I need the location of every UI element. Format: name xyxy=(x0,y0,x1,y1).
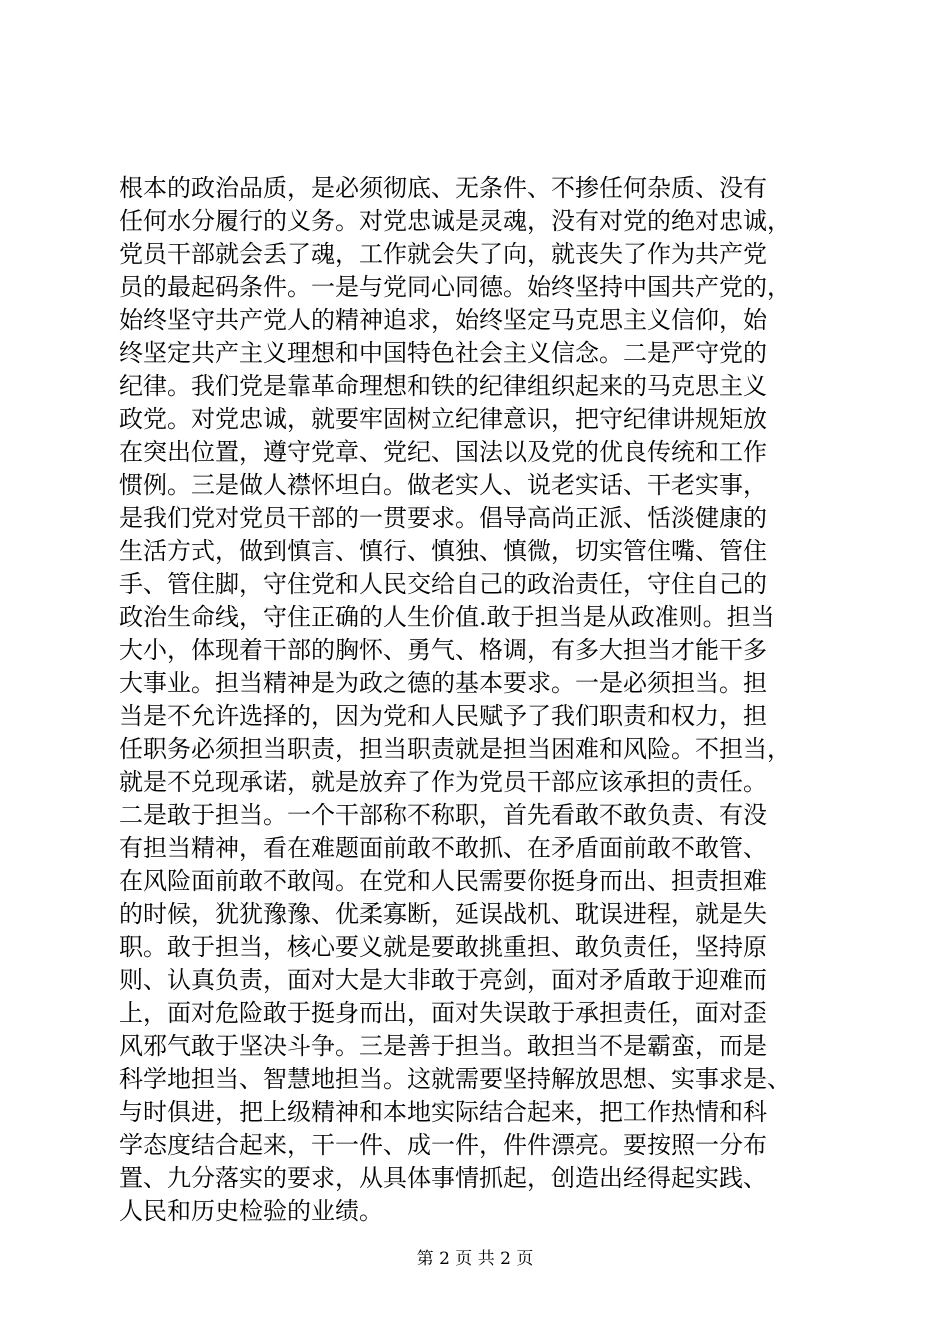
text-line: 始终坚守共产党人的精神追求，始终坚定马克思主义信仰，始 xyxy=(119,306,767,334)
text-line: 根本的政治品质，是必须彻底、无条件、不掺任何杂质、没有 xyxy=(119,174,767,202)
text-line: 上，面对危险敢于挺身而出，面对失误敢于承担责任，面对歪 xyxy=(119,999,767,1027)
text-line: 生活方式，做到慎言、慎行、慎独、慎微，切实管住嘴、管住 xyxy=(119,537,767,565)
text-line: 学态度结合起来，干一件、成一件，件件漂亮。要按照一分布 xyxy=(119,1131,767,1159)
text-line: 在突出位置，遵守党章、党纪、国法以及党的优良传统和工作 xyxy=(119,438,767,466)
text-line: 政党。对党忠诚，就要牢固树立纪律意识，把守纪律讲规矩放 xyxy=(119,405,767,433)
text-line: 科学地担当、智慧地担当。这就需要坚持解放思想、实事求是、 xyxy=(119,1065,791,1093)
text-line: 大小，体现着干部的胸怀、勇气、格调，有多大担当才能干多 xyxy=(119,636,767,664)
text-line: 大事业。担当精神是为政之德的基本要求。一是必须担当。担 xyxy=(119,669,767,697)
page-number-footer: 第 2 页 共 2 页 xyxy=(416,1249,534,1269)
text-line: 员的最起码条件。一是与党同心同德。始终坚持中国共产党的， xyxy=(119,273,791,301)
text-line: 职。敢于担当，核心要义就是要敢挑重担、敢负责任，坚持原 xyxy=(119,933,767,961)
text-line: 在风险面前敢不敢闯。在党和人民需要你挺身而出、担责担难 xyxy=(119,867,767,895)
text-line: 则、认真负责，面对大是大非敢于亮剑，面对矛盾敢于迎难而 xyxy=(119,966,767,994)
text-line: 的时候，犹犹豫豫、优柔寡断，延误战机、耽误进程，就是失 xyxy=(119,900,767,928)
text-line: 当是不允许选择的，因为党和人民赋予了我们职责和权力，担 xyxy=(119,702,767,730)
text-line: 惯例。三是做人襟怀坦白。做老实人、说老实话、干老实事， xyxy=(119,471,767,499)
text-line: 与时俱进，把上级精神和本地实际结合起来，把工作热情和科 xyxy=(119,1098,767,1126)
text-line: 就是不兑现承诺，就是放弃了作为党员干部应该承担的责任。 xyxy=(119,768,767,796)
text-line: 党员干部就会丢了魂，工作就会失了向，就丧失了作为共产党 xyxy=(119,240,767,268)
text-line: 任职务必须担当职责，担当职责就是担当困难和风险。不担当， xyxy=(119,735,791,763)
text-line: 有担当精神，看在难题面前敢不敢抓、在矛盾面前敢不敢管、 xyxy=(119,834,767,862)
text-line: 风邪气敢于坚决斗争。三是善于担当。敢担当不是霸蛮，而是 xyxy=(119,1032,767,1060)
text-line: 终坚定共产主义理想和中国特色社会主义信念。二是严守党的 xyxy=(119,339,767,367)
text-line: 二是敢于担当。一个干部称不称职，首先看敢不敢负责、有没 xyxy=(119,801,767,829)
text-line: 手、管住脚，守住党和人民交给自己的政治责任，守住自己的 xyxy=(119,570,767,598)
text-line: 纪律。我们党是靠革命理想和铁的纪律组织起来的马克思主义 xyxy=(119,372,767,400)
text-line: 是我们党对党员干部的一贯要求。倡导高尚正派、恬淡健康的 xyxy=(119,504,767,532)
text-line: 政治生命线，守住正确的人生价值.敢于担当是从政准则。担当 xyxy=(119,603,775,631)
text-line: 任何水分履行的义务。对党忠诚是灵魂，没有对党的绝对忠诚， xyxy=(119,207,791,235)
body-text xyxy=(119,172,831,1228)
text-line: 人民和历史检验的业绩。 xyxy=(119,1197,383,1225)
text-line: 置、九分落实的要求，从具体事情抓起，创造出经得起实践、 xyxy=(119,1164,767,1192)
